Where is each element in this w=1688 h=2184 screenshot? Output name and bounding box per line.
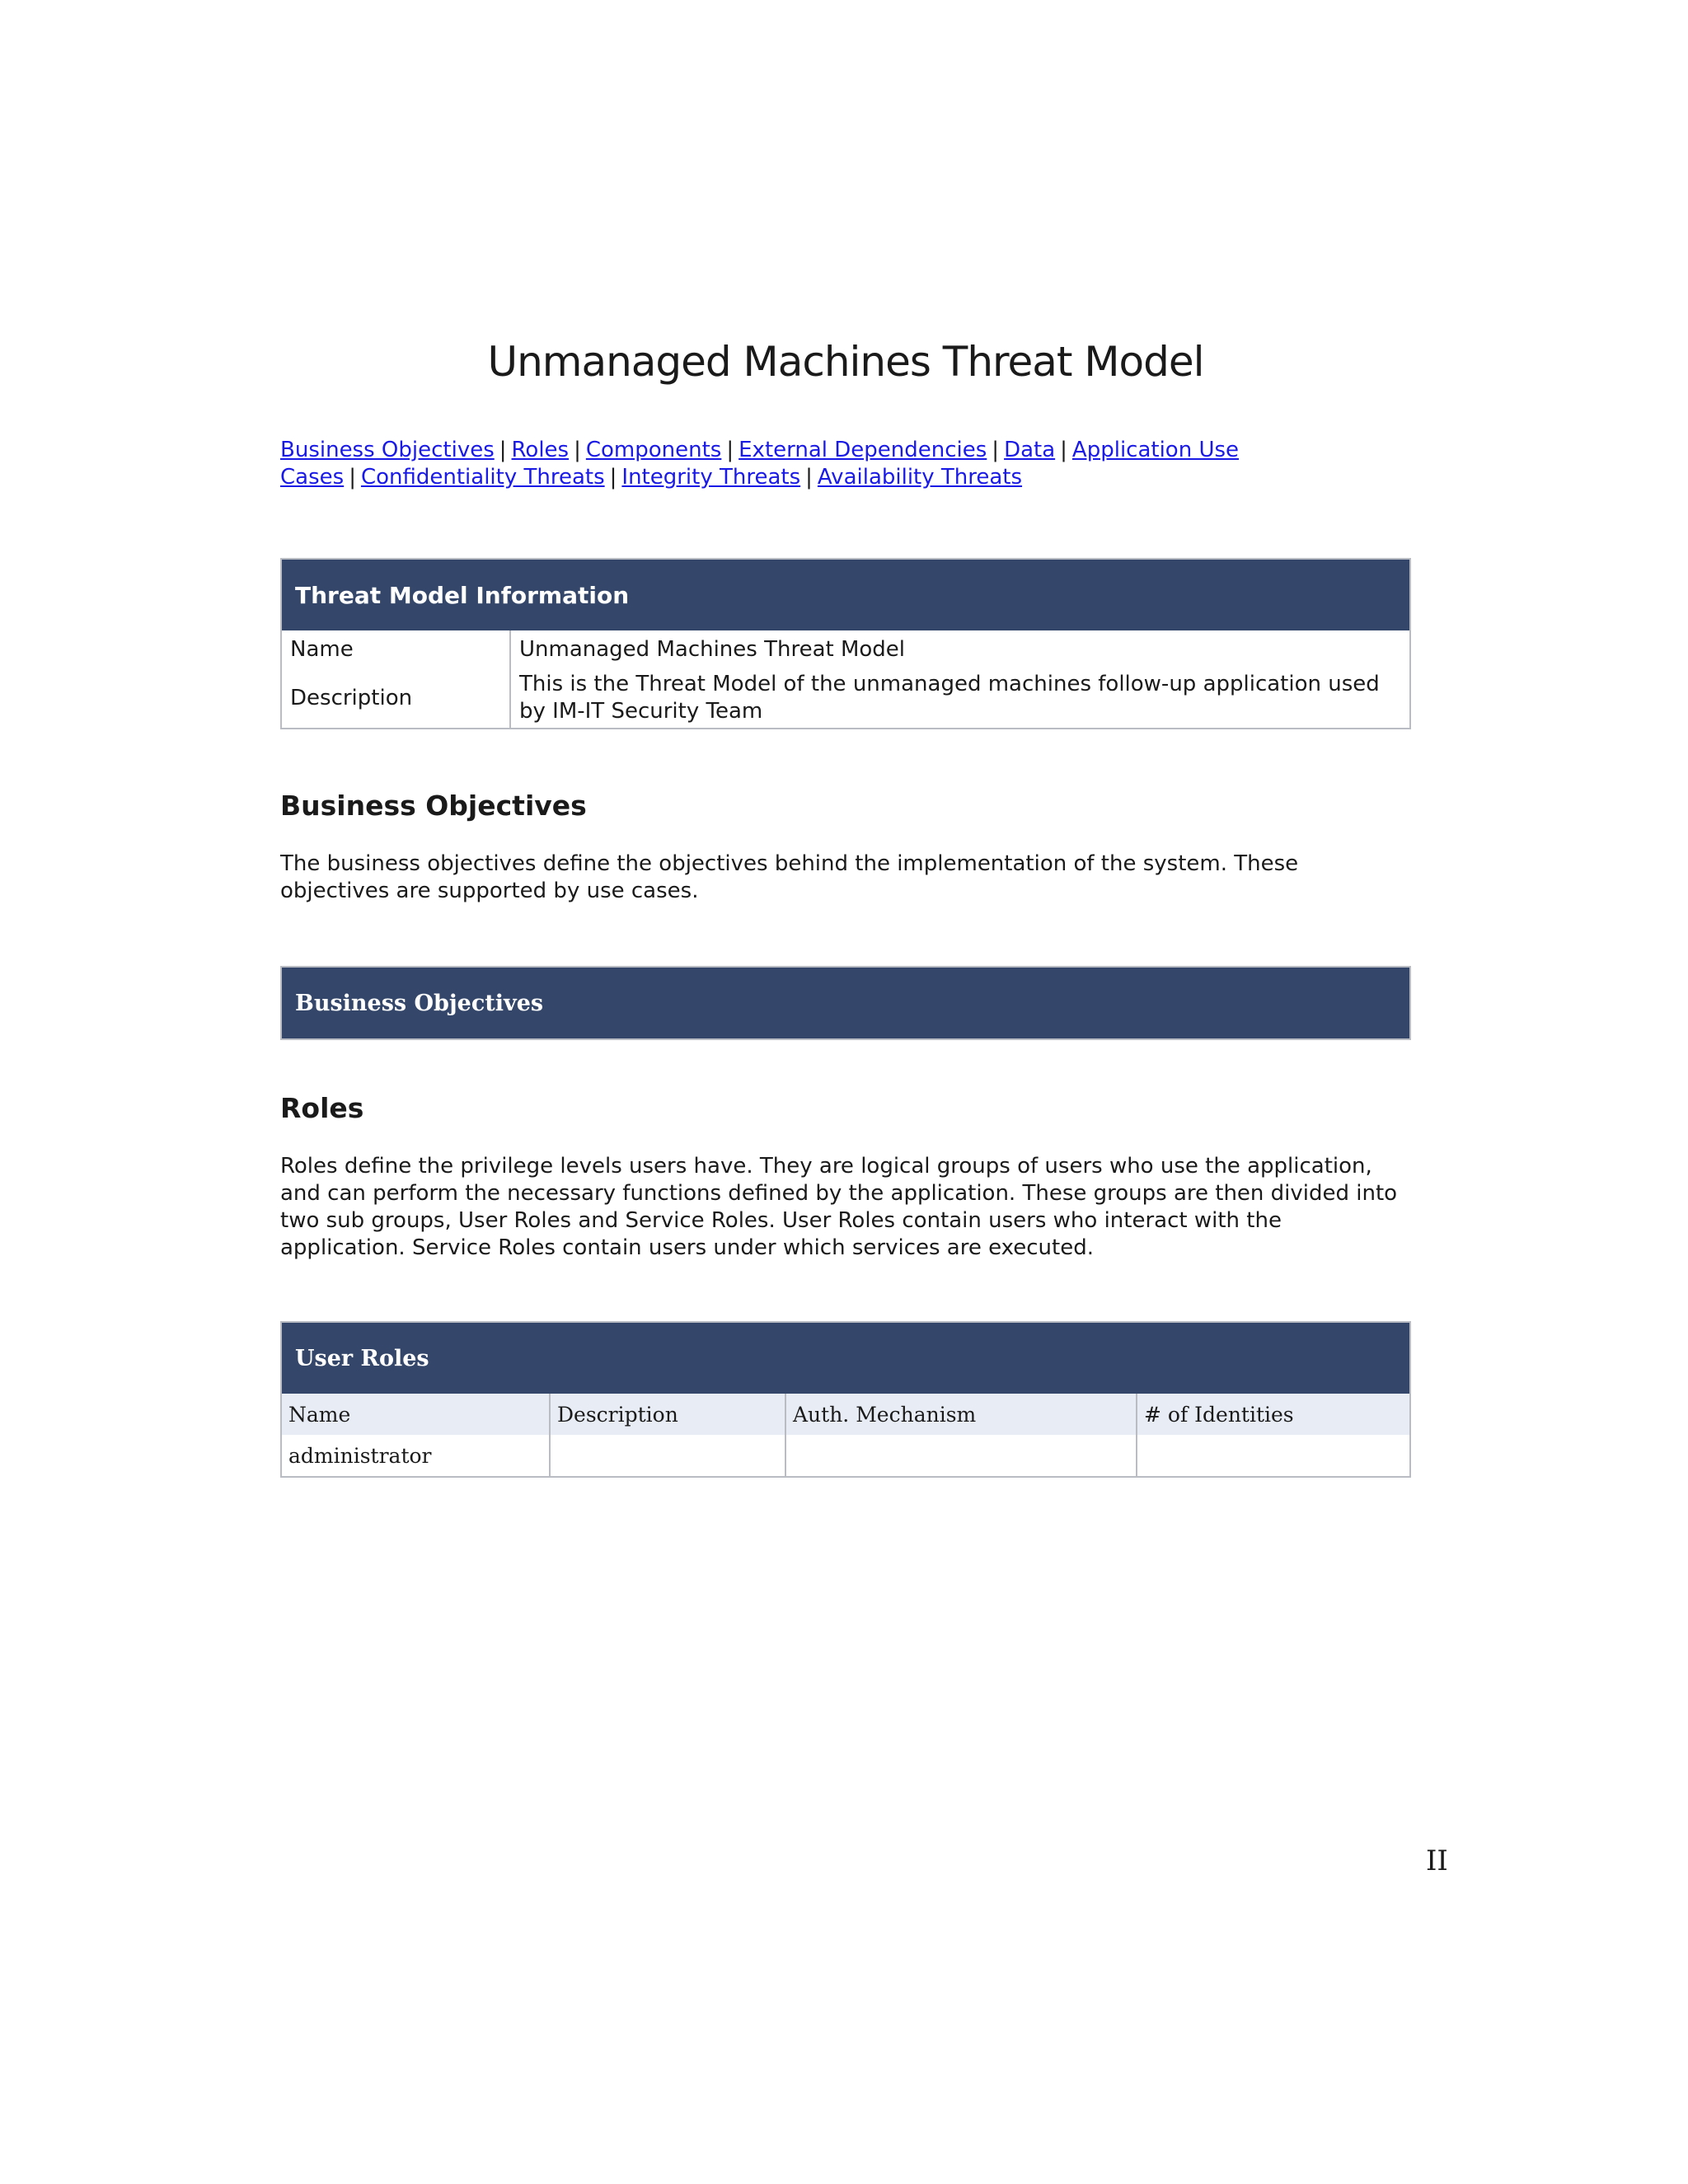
table-row [281,1435,1410,1477]
nav-separator: | [805,465,813,490]
table-row [281,630,1410,668]
user-roles-table [280,1321,1411,1478]
threat-model-info-table [280,558,1411,729]
column-header-identities: # of Identities [1137,1394,1410,1435]
nav-link-components[interactable]: Components [585,438,722,462]
info-value: Unmanaged Machines Threat Model [519,637,906,662]
nav-link-business-objectives[interactable]: Business Objectives [280,438,495,462]
business-objectives-table [280,966,1411,1040]
nav-separator: | [992,438,1000,462]
nav-separator: | [574,438,581,462]
nav-link-data[interactable]: Data [1004,438,1056,462]
nav-link-confidentiality-threats[interactable]: Confidentiality Threats [360,465,605,490]
nav-link-integrity-threats[interactable]: Integrity Threats [621,465,801,490]
table-header: User Roles [281,1322,1410,1394]
column-header-auth-mechanism: Auth. Mechanism [785,1394,1137,1435]
role-auth-mechanism [785,1435,1137,1477]
info-key: Name [281,630,510,668]
nav-separator: | [499,438,507,462]
role-name: administrator [281,1435,550,1477]
column-header-description: Description [550,1394,785,1435]
nav-link-external-dependencies[interactable]: External Dependencies [738,438,987,462]
nav-separator: | [1060,438,1067,462]
page-number: II [1426,1844,1448,1877]
document-title: Unmanaged Machines Threat Model [487,338,1204,386]
roles-text: Roles define the privilege levels users have. They are logical groups of users who use the application, and can perform the necessary functions defined by the application. These groups are then divided into two sub groups, User Roles and Service Roles. User Roles contain users who interact with the application. Service Roles contain users under which services are executed. [280,1154,1398,1260]
info-value: This is the Threat Model of the unmanaged machines follow-up application used by IM-IT Security Team [519,672,1380,724]
table-row [281,668,1410,729]
table-column-headers [281,1394,1410,1435]
roles-heading: Roles [280,1092,364,1124]
business-objectives-text: The business objectives define the objectives behind the implementation of the system. These objectives are supported by use cases. [280,851,1299,903]
nav-separator: | [609,465,617,490]
business-objectives-heading: Business Objectives [280,790,587,822]
role-identities [1137,1435,1410,1477]
nav-link-application-use-cases[interactable]: Application Use Cases [280,438,1240,490]
column-header-name: Name [281,1394,550,1435]
nav-link-availability-threats[interactable]: Availability Threats [817,465,1023,490]
table-header: Business Objectives [281,967,1410,1039]
section-navigation [280,437,1302,491]
role-description [550,1435,785,1477]
nav-link-roles[interactable]: Roles [511,438,570,462]
nav-separator: | [726,438,734,462]
nav-separator: | [349,465,356,490]
info-key: Description [281,668,510,729]
table-header: Threat Model Information [281,559,1410,630]
